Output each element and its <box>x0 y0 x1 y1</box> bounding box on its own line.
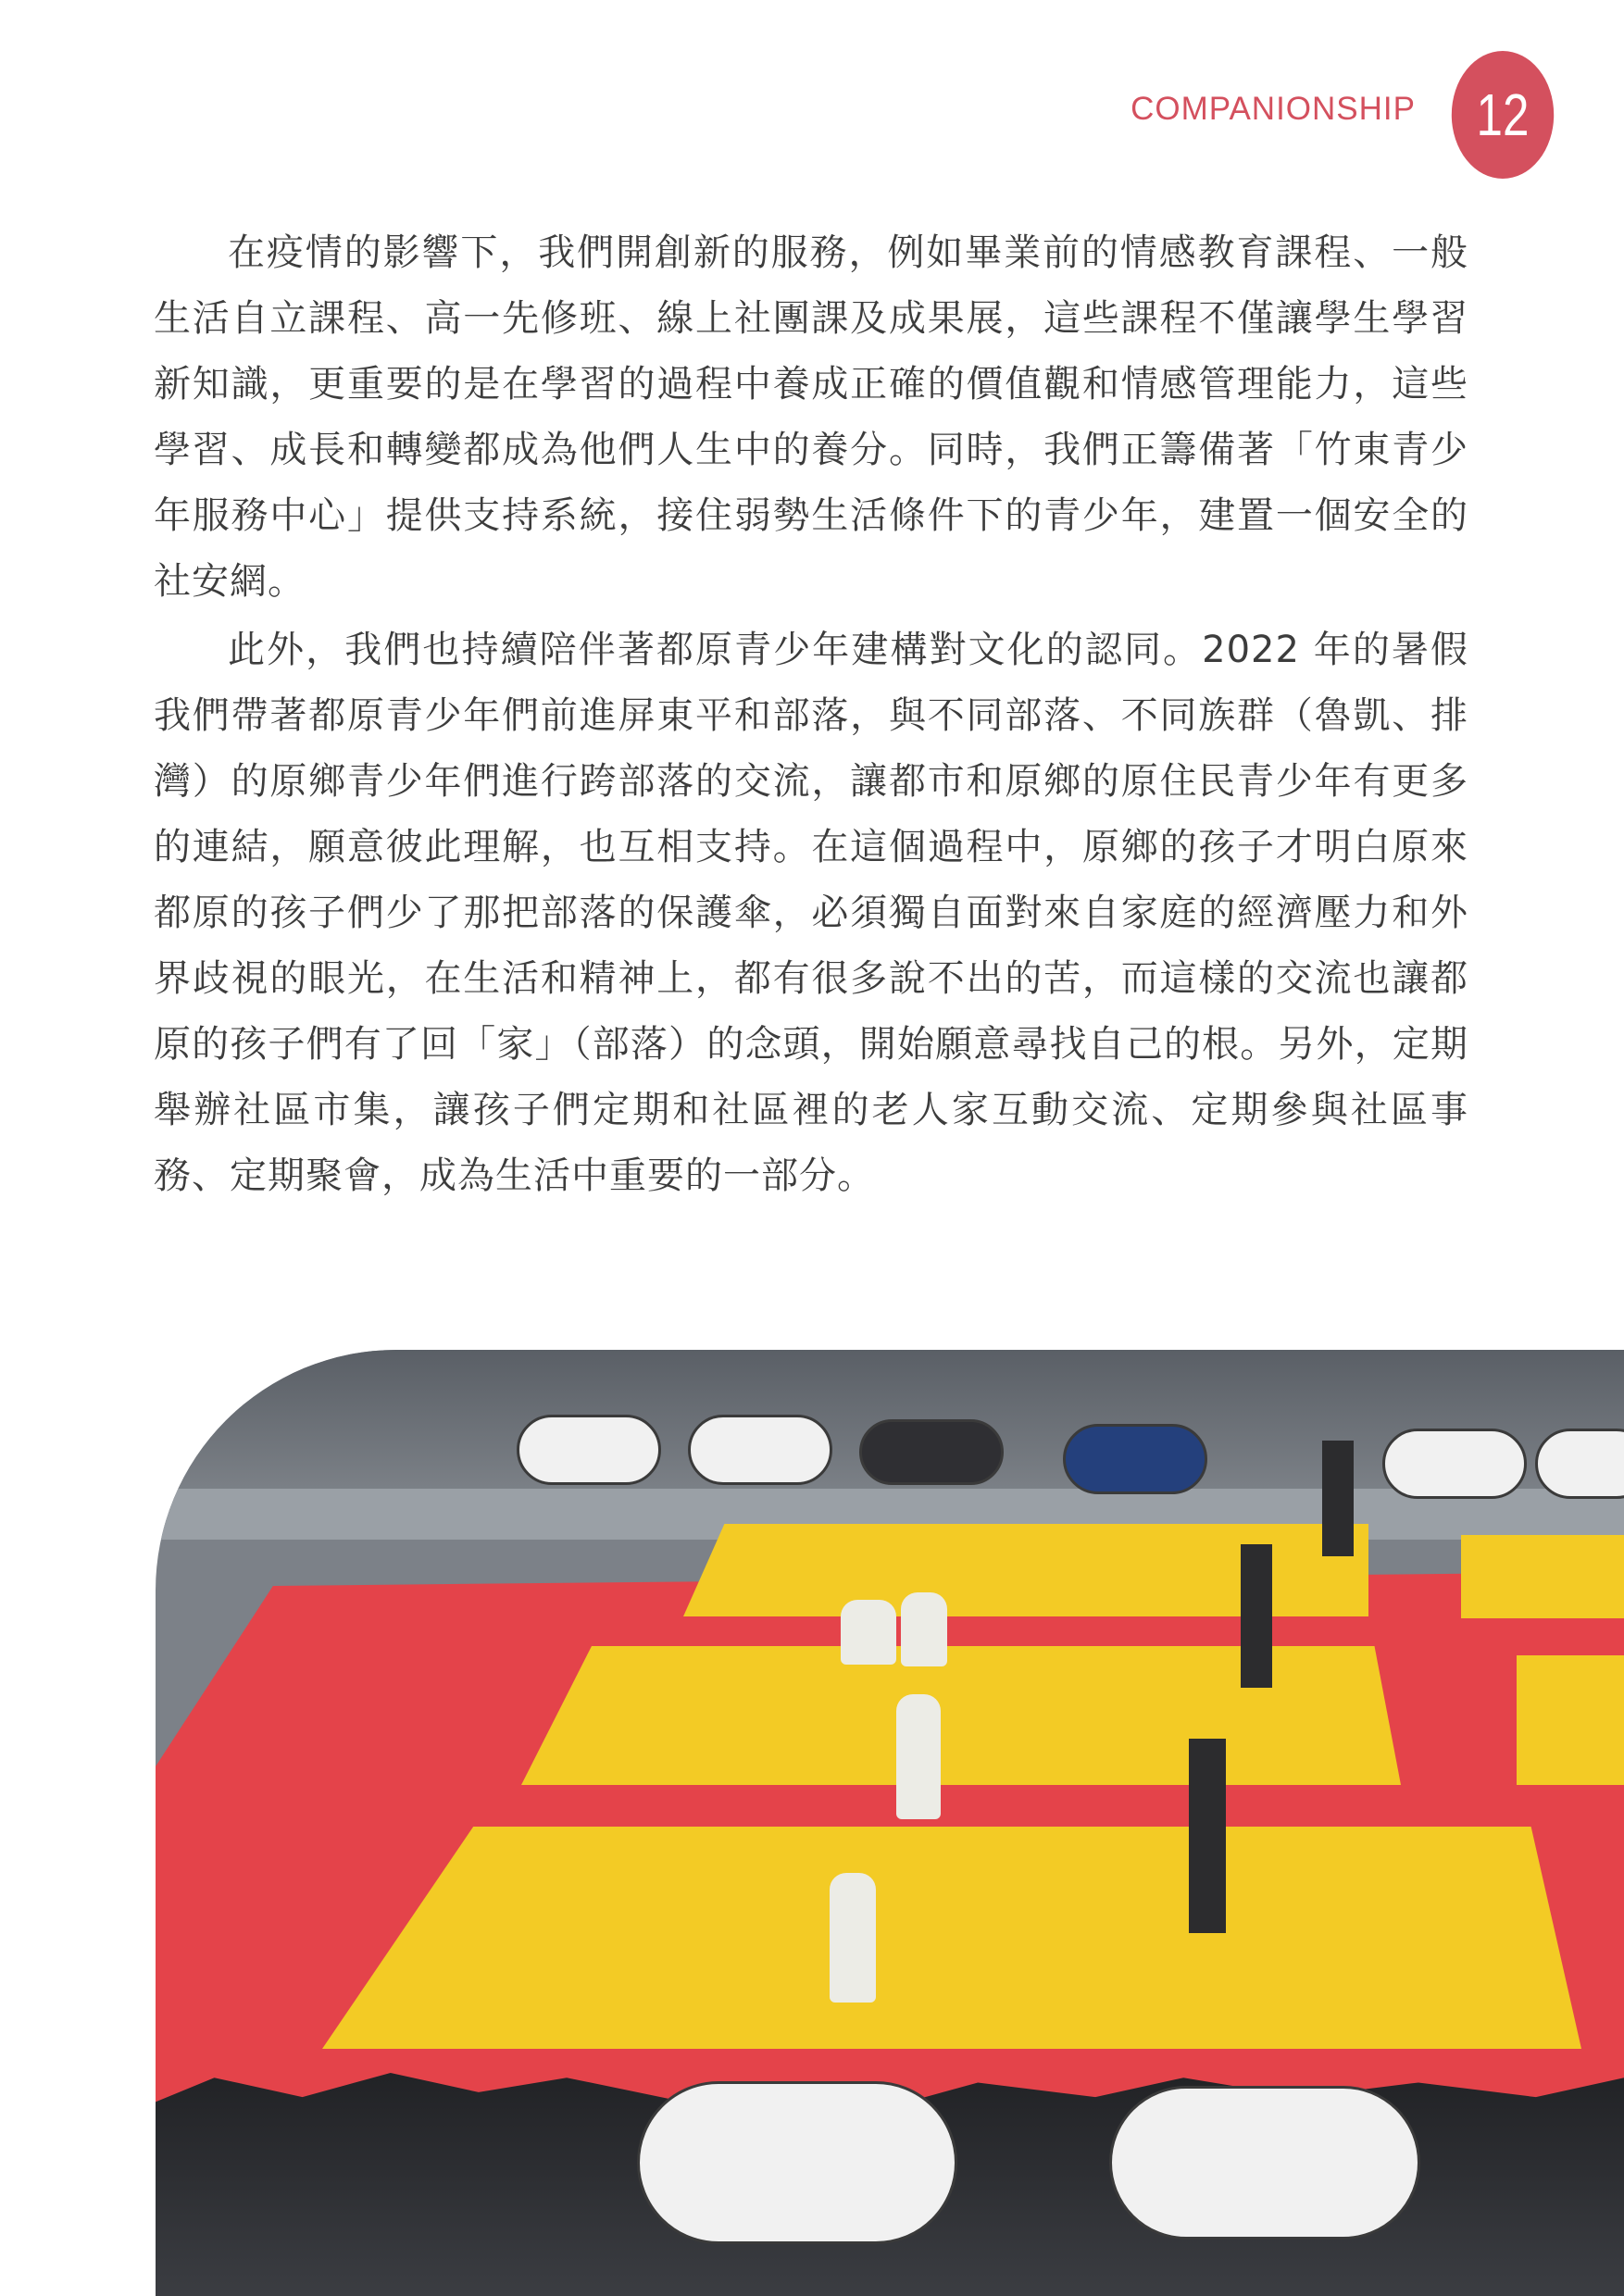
judoka <box>830 1873 876 2003</box>
sponsor-banner <box>688 1415 832 1485</box>
sponsor-banner <box>1063 1424 1207 1494</box>
sponsor-banner <box>517 1415 661 1485</box>
sponsor-banner <box>859 1419 1004 1485</box>
judo-competition-photo <box>156 1350 1624 2296</box>
yellow-mat-area <box>1517 1655 1624 1785</box>
sponsor-banner <box>1535 1429 1624 1499</box>
judoka <box>841 1600 896 1665</box>
article-paragraph-1: 在疫情的影響下，我們開創新的服務，例如畢業前的情感教育課程、一般生活自立課程、高一先修班、線上社團課及成果展，這些課程不僅讓學生學習新知識，更重要的是在學習的過程中養成正確的價值觀和情感管理能力，這些學習、成長和轉變都成為他們人生中的養分。同時，我們正籌備著「竹東青少年服務中心」提供支持系統，接住弱勢生活條件下的青少年，建置一個安全的社安網。 <box>154 231 1468 603</box>
sponsor-banner <box>1382 1429 1527 1499</box>
section-label: COMPANIONSHIP <box>1131 91 1416 127</box>
sponsor-banner <box>637 2081 957 2244</box>
page-number-badge: 12 <box>1452 51 1554 179</box>
sponsor-banner <box>1109 2086 1420 2240</box>
article-body <box>154 220 1468 1212</box>
referee <box>1322 1441 1354 1556</box>
referee <box>1189 1739 1226 1933</box>
judoka <box>896 1694 941 1819</box>
yellow-mat-area <box>1461 1535 1624 1618</box>
article-paragraph-2: 此外，我們也持續陪伴著都原青少年建構對文化的認同。2022 年的暑假我們帶著都原青少年們前進屏東平和部落，與不同部落、不同族群（魯凱、排灣）的原鄉青少年們進行跨部落的交流，讓都市和原鄉的原住民青少年有更多的連結，願意彼此理解，也互相支持。在這個過程中，原鄉的孩子才明白原來都原的孩子們少了那把部落的保護傘，必須獨自面對來自家庭的經濟壓力和外界歧視的眼光，在生活和精神上，都有很多說不出的苦，而這樣的交流也讓都原的孩子們有了回「家」（部落）的念頭，開始願意尋找自己的根。另外，定期舉辦社區市集，讓孩子們定期和社區裡的老人家互動交流、定期參與社區事務、定期聚會，成為生活中重要的一部分。 <box>154 629 1468 1197</box>
referee <box>1241 1544 1272 1688</box>
judoka <box>901 1592 947 1666</box>
yellow-mat-area <box>322 1827 1581 2049</box>
